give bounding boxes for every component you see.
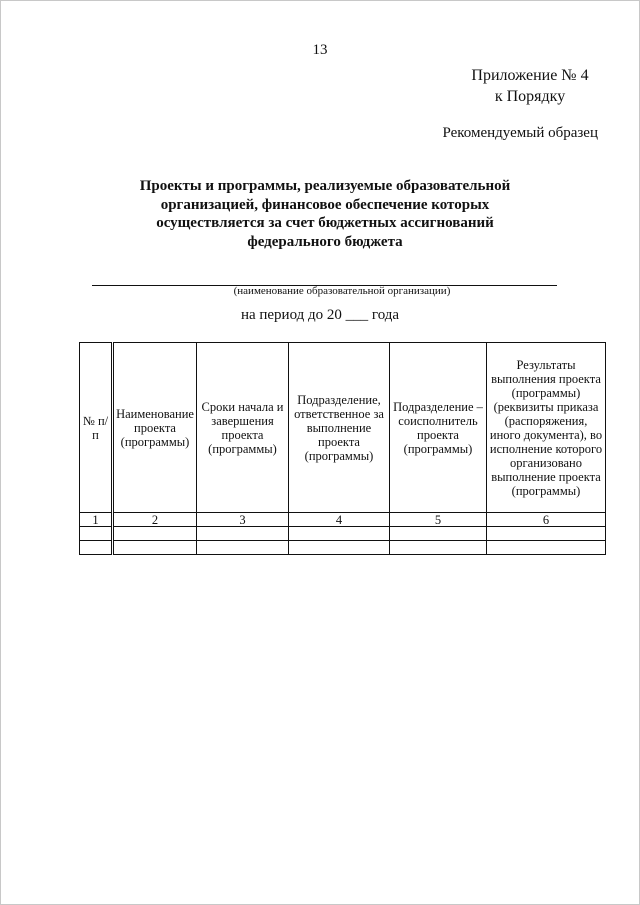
column-number-row [80, 513, 606, 527]
table-cell [113, 527, 197, 541]
document-title: Проекты и программы, реализуемые образовательной организацией, финансовое обеспечение которых осуществляется за счет бюджетных ассигнований федерального бюджета [139, 178, 511, 250]
column-number-cell: 6 [487, 513, 606, 527]
sample-label: Рекомендуемый образец [442, 125, 598, 141]
period-line: на период до 20 ___ года [240, 307, 400, 323]
table-cell [197, 527, 289, 541]
appendix-line-2: к Порядку [494, 88, 566, 105]
column-number-cell: 2 [113, 513, 197, 527]
table-cell [80, 527, 113, 541]
header-cell-project-name: Наименование проекта (программы) [113, 343, 197, 513]
table-cell [487, 527, 606, 541]
appendix-reference [430, 65, 630, 107]
table-cell [197, 541, 289, 555]
page-number: 13 [312, 42, 328, 58]
table-cell [289, 527, 390, 541]
table-cell [289, 541, 390, 555]
header-cell-responsible-unit: Подразделение, ответственное за выполнение проекта (программы) [289, 343, 390, 513]
table-cell [390, 527, 487, 541]
table-cell [80, 541, 113, 555]
column-number-cell: 5 [390, 513, 487, 527]
column-number-cell: 4 [289, 513, 390, 527]
header-cell-co-executor: Подразделение – соисполнитель проекта (программы) [390, 343, 487, 513]
table-cell [113, 541, 197, 555]
table-row [80, 541, 606, 555]
table-cell [487, 541, 606, 555]
table-header-row [80, 343, 606, 513]
organization-name-caption: (наименование образовательной организации) [233, 285, 451, 297]
column-number-cell: 3 [197, 513, 289, 527]
appendix-line-1: Приложение № 4 [471, 67, 589, 84]
table-cell [390, 541, 487, 555]
projects-table [79, 342, 606, 555]
header-cell-dates: Сроки начала и завершения проекта (программы) [197, 343, 289, 513]
header-cell-results: Результаты выполнения проекта (программы) (реквизиты приказа (распоряжения, иного документа), во исполнение которого организовано выполнение проекта (программы) [487, 343, 606, 513]
table-row [80, 527, 606, 541]
column-number-cell: 1 [80, 513, 113, 527]
header-cell-number: № п/п [80, 343, 113, 513]
